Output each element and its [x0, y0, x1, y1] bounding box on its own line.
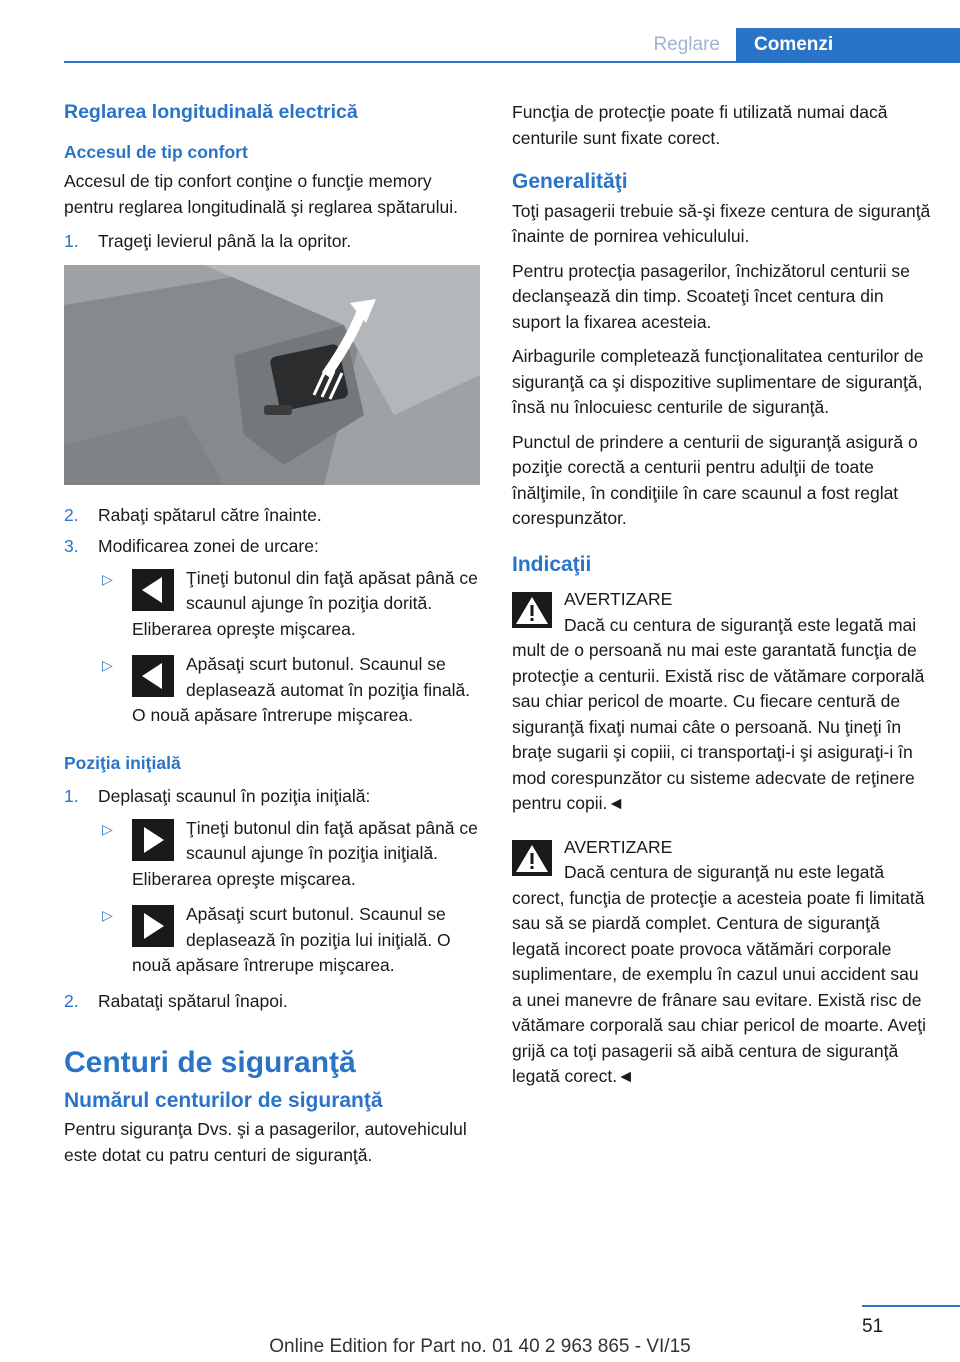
warning-text: Dacă cu centura de siguranţă este legată mai mult de o persoană nu mai este garantată funcţia de protecţie a centurii. Există risc de vătămare corporală sau chiar pericol de moarte. Cu fiecare centură de siguranţă fixaţi numai câte o persoană. Nu ţineţi în braţe sugarii şi copiii, ci transportaţi-i şi asiguraţi-i în mod corespunzător cu sisteme adecvate de reţinere pentru copii.◄	[512, 614, 925, 813]
paragraph-functia: Funcţia de protecţie poate fi utilizată numai dacă centurile sunt fixate corect.	[512, 102, 888, 148]
list-number: 2.	[64, 504, 79, 525]
paragraph-numarul: Pentru siguranţa Dvs. şi a pasagerilor, autovehiculul este dotat cu patru centuri de siguranţă.	[64, 1119, 467, 1165]
arrow-right-icon: ▷	[102, 657, 113, 673]
seat-back-button-icon	[132, 819, 174, 861]
header-divider	[64, 61, 960, 63]
list-item	[64, 503, 484, 529]
sub-list-text: Ţineţi butonul din faţă apăsat până ce scaunul ajunge în poziţia iniţială. Eliberarea opreşte mişcarea.	[132, 817, 478, 889]
heading-indicatii: Indicaţii	[512, 552, 592, 576]
arrow-right-icon: ▷	[102, 907, 113, 923]
right-column	[512, 100, 932, 1099]
paragraph-acces: Accesul de tip confort conţine o funcţie memory pentru reglarea longitudinală şi reglarea spătarului.	[64, 171, 458, 217]
sub-list-item	[64, 652, 484, 729]
sub-list-item	[64, 902, 484, 979]
sub-list-text: Apăsaţi scurt butonul. Scaunul se deplasează în poziţia lui iniţială. O nouă apăsare întrerupe mişcarea.	[132, 904, 451, 975]
heading-centuri: Centuri de siguranţă	[64, 1046, 356, 1079]
list-number: 1.	[64, 786, 79, 806]
header-tabs	[637, 28, 960, 62]
list-item	[64, 534, 484, 560]
warning-triangle-icon	[512, 592, 552, 628]
paragraph-general-1: Toţi pasagerii trebuie să-şi fixeze centura de siguranţă înainte de pornirea vehiculului.	[512, 200, 931, 246]
page-number: 51	[862, 1316, 884, 1337]
seat-forward-button-icon	[132, 655, 174, 697]
list-text: Rabataţi spătarul înapoi.	[98, 990, 288, 1011]
list-text: Trageţi levierul până la la opritor.	[98, 231, 352, 251]
footer-edition: Online Edition for Part no. 01 40 2 963 865 - VI/15	[269, 1336, 691, 1357]
heading-acces: Accesul de tip confort	[64, 141, 248, 162]
left-column	[64, 100, 484, 1177]
heading-numarul: Numărul centurilor de siguranţă	[64, 1088, 383, 1112]
list-number: 1.	[64, 231, 79, 251]
warning-triangle-icon	[512, 840, 552, 876]
tab-reglare[interactable]: Reglare	[653, 34, 720, 55]
warning-title: AVERTIZARE	[564, 836, 673, 857]
list-item	[64, 229, 484, 255]
footer-divider	[862, 1305, 960, 1307]
arrow-right-icon: ▷	[102, 820, 113, 837]
list-text: Modificarea zonei de urcare:	[98, 536, 319, 556]
warning-block	[512, 835, 932, 1090]
heading-generalitati: Generalităţi	[512, 170, 628, 193]
list-text: Rabaţi spătarul către înainte.	[98, 504, 322, 525]
sub-list-text: Ţineţi butonul din faţă apăsat până ce scaunul ajunge în poziţia dorită. Eliberarea opreşte mişcarea.	[132, 567, 478, 639]
heading-pozitia: Poziţia iniţială	[64, 752, 181, 773]
tab-comenzi[interactable]: Comenzi	[736, 28, 960, 62]
warning-text: Dacă centura de siguranţă nu este legată corect, funcţia de protecţie a acesteia poate fi limitată sau să se piardă complet. Centura de siguranţă legată incorect poate provoca vătămări corporale suplimentare, de exemplu în cazul unui accident sau a unei manevre de frânare sau evitare. Există risc de vătămare corporală sau chiar pericol de moarte. Aveţi grijă ca toţi pasagerii să aibă centura de siguranţă legată corect.◄	[512, 862, 927, 1086]
seat-forward-button-icon	[132, 569, 174, 611]
list-text: Deplasaţi scaunul în poziţia iniţială:	[98, 786, 371, 806]
list-item	[64, 989, 484, 1015]
warning-block	[512, 587, 932, 817]
seat-lever-photo	[64, 265, 480, 485]
list-number: 2.	[64, 990, 79, 1011]
paragraph-general-2: Pentru protecţia pasagerilor, închizătorul centurii se declanşează din timp. Scoateţi încet centura din suport la fixarea acesteia.	[512, 260, 910, 332]
list-item	[64, 784, 484, 810]
sub-list-text: Apăsaţi scurt butonul. Scaunul se deplasează automat în poziţia finală. O nouă apăsare întrerupe mişcarea.	[132, 654, 471, 725]
arrow-right-icon: ▷	[102, 570, 113, 587]
warning-title: AVERTIZARE	[564, 589, 673, 609]
heading-reglare: Reglarea longitudinală electrică	[64, 101, 358, 123]
sub-list-item	[64, 816, 484, 893]
sub-list-item	[64, 566, 484, 643]
seat-back-button-icon	[132, 905, 174, 947]
paragraph-general-4: Punctul de prindere a centurii de siguranţă asigură o poziţie corectă a centurii pentru adulţii de toate înălţimile, în condiţiile în care scaunul a fost reglat corespunzător.	[512, 431, 918, 528]
list-number: 3.	[64, 536, 79, 556]
paragraph-general-3: Airbagurile completează funcţionalitatea centurilor de siguranţă ca şi dispozitive suplimentare de siguranţă, însă nu înlocuiesc centurile de siguranţă.	[512, 346, 924, 417]
